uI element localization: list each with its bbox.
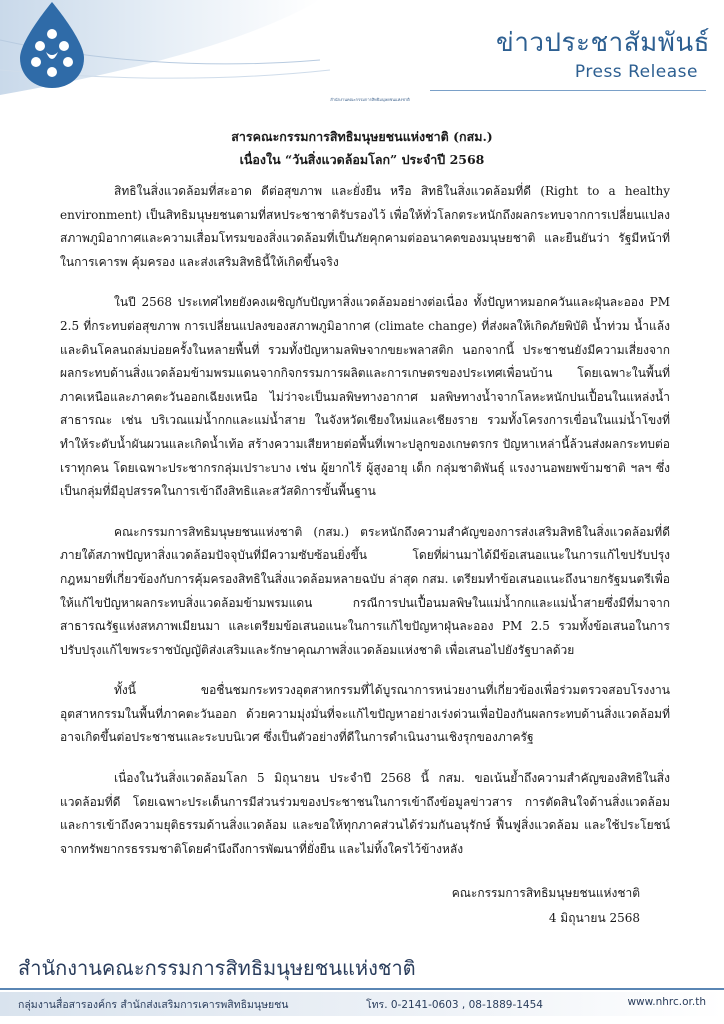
press-release-title-en: Press Release (574, 62, 698, 82)
paragraph: ทั้งนี้ ขอชื่นชมกระทรวงอุตสาหกรรมที่ได้บูรณาการหน่วยงานที่เกี่ยวข้องเพื่อร่วมตรวจสอบโรงงานอุตสาหกรรมในพื้นที่ภาคตะวันออก ด้วยความมุ่งมั่นที่จะแก้ไขปัญหาอย่างเร่งด่วนเพื่อป้องกันผลกระทบด้านสิ่งแวดล้อมที่อาจเกิดขึ้นต่อประชาชนและระบบนิเวศ ซึ่งเป็นตัวอย่างที่ดีในการดำเนินงานเชิงรุกของภาครัฐ (60, 683, 670, 745)
header-divider (430, 90, 706, 91)
footer-website-link[interactable]: www.nhrc.or.th (627, 996, 706, 1008)
footer-phone: โทร. 0-2141-0603 , 08-1889-1454 (366, 999, 543, 1011)
logo-caption: สำนักงานคณะกรรมการสิทธิมนุษยชนแห่งชาติ (330, 97, 410, 102)
paragraph: คณะกรรมการสิทธิมนุษยชนแห่งชาติ (กสม.) ตระหนักถึงความสำคัญของการส่งเสริมสิทธิในสิ่งแวดล้อมที่ดีภายใต้สภาพปัญหาสิ่งแวดล้อมปัจจุบันที่มีความซับซ้อนยิ่งขึ้น โดยที่ผ่านมาได้มีข้อเสนอแนะในการแก้ไขปรับปรุงกฎหมายที่เกี่ยวข้องกับการคุ้มครองสิทธิในสิ่งแวดล้อมหลายฉบับ ล่าสุด กสม. เตรียมทำข้อเสนอแนะถึงนายกรัฐมนตรีเพื่อให้แก้ไขปัญหาผลกระทบสิ่งแวดล้อมข้ามพรมแดน กรณีการปนเปื้อนมลพิษในแม่น้ำกกและแม่น้ำสายซึ่งมีที่มาจากสาธารณรัฐแห่งสหภาพเมียนมา และเตรียมข้อเสนอแนะในการแก้ไขปัญหาฝุ่นละออง PM 2.5 รวมทั้งข้อเสนอในการปรับปรุงแก้ไขพระราชบัญญัติส่งเสริมและรักษาคุณภาพสิ่งแวดล้อมแห่งชาติ เพื่อเสนอไปยังรัฐบาลด้วย (60, 524, 670, 657)
footer-office-name: สำนักงานคณะกรรมการสิทธิมนุษยชนแห่งชาติ (18, 956, 416, 980)
page-footer (0, 944, 724, 1024)
signature-org: คณะกรรมการสิทธิมนุษยชนแห่งชาติ (451, 886, 640, 900)
signature-date: 4 มิถุนายน 2568 (548, 911, 640, 925)
footer-division: กลุ่มงานสื่อสารองค์กร สำนักส่งเสริมการเคารพสิทธิมนุษยชน (18, 999, 289, 1011)
nhrc-logo-icon (0, 0, 104, 92)
paragraph: ในปี 2568 ประเทศไทยยังคงเผชิญกับปัญหาสิ่งแวดล้อมอย่างต่อเนื่อง ทั้งปัญหาหมอกควันและฝุ่นละออง PM 2.5 ที่กระทบต่อสุขภาพ การเปลี่ยนแปลงของสภาพภูมิอากาศ (climate change) ที่ส่งผลให้เกิดภัยพิบัติ น้ำท่วม น้ำแล้ง และดินโคลนถล่มบ่อยครั้งในหลายพื้นที่ รวมทั้งปัญหามลพิษจากขยะพลาสติก นอกจากนี้ ประชาชนยังมีความเสี่ยงจากผลกระทบด้านสิ่งแวดล้อมข้ามพรมแดนจากกิจกรรมการผลิตและการเกษตรของประเทศเพื่อนบ้าน โดยเฉพาะในพื้นที่ภาคเหนือและภาคตะวันออกเฉียงเหนือ ไม่ว่าจะเป็นมลพิษทางอากาศ มลพิษทางน้ำจากโลหะหนักปนเปื้อนในแหล่งน้ำสาธารณะ เช่น บริเวณแม่น้ำกกและแม่น้ำสาย ในจังหวัดเชียงใหม่และเชียงราย รวมทั้งโครงการเขื่อนในแม่น้ำโขงที่ทำให้ระดับน้ำผันผวนและเกิดน้ำเท้อ สร้างความเสียหายต่อพื้นที่เพาะปลูกของเกษตรกร ปัญหาเหล่านี้ล้วนส่งผลกระทบต่อเราทุกคน โดยเฉพาะประชากรกลุ่มเปราะบาง เช่น ผู้ยากไร้ ผู้สูงอายุ เด็ก กลุ่มชาติพันธุ์ แรงงานอพยพข้ามชาติ ฯลฯ ซึ่งเป็นกลุ่มที่มีอุปสรรคในการเข้าถึงสิทธิและสวัสดิการขั้นพื้นฐาน (60, 295, 670, 499)
press-release-header (0, 0, 724, 112)
title-line-2: เนื่องใน “วันสิ่งแวดล้อมโลก” ประจำปี 2568 (239, 152, 485, 167)
paragraph: สิทธิในสิ่งแวดล้อมที่สะอาด ดีต่อสุขภาพ และยั่งยืน หรือ สิทธิในสิ่งแวดล้อมที่ดี (Right to a healthy environment) เป็นสิทธิมนุษยชนตามที่สหประชาชาติรับรองไว้ เพื่อให้ทั่วโลกตระหนักถึงผลกระทบจากการเปลี่ยนแปลงสภาพภูมิอากาศและความเสื่อมโทรมของสิ่งแวดล้อมที่เป็นภัยคุกคามต่ออนาคตของมนุษยชาติ และยืนยันว่า รัฐมีหน้าที่ในการเคารพ คุ้มครอง และส่งเสริมสิทธินี้ให้เกิดขึ้นจริง (60, 184, 670, 269)
document-body (60, 180, 670, 878)
document-title (0, 125, 724, 171)
press-release-title-thai: ข่าวประชาสัมพันธ์ (496, 28, 710, 58)
title-line-1: สารคณะกรรมการสิทธิมนุษยชนแห่งชาติ (กสม.) (231, 129, 493, 144)
paragraph: เนื่องในวันสิ่งแวดล้อมโลก 5 มิถุนายน ประจำปี 2568 นี้ กสม. ขอเน้นย้ำถึงความสำคัญของสิทธิในสิ่งแวดล้อมที่ดี โดยเฉพาะประเด็นการมีส่วนร่วมของประชาชนในการเข้าถึงข้อมูลข่าวสาร การตัดสินใจด้านสิ่งแวดล้อม และการเข้าถึงความยุติธรรมด้านสิ่งแวดล้อม และขอให้ทุกภาคส่วนได้ร่วมกันอนุรักษ์ ฟื้นฟูสิ่งแวดล้อม และใช้ประโยชน์จากทรัพยากรธรรมชาติโดยคำนึงถึงการพัฒนาที่ยั่งยืน และไม่ทิ้งใครไว้ข้างหลัง (60, 771, 670, 856)
footer-divider (0, 988, 724, 990)
